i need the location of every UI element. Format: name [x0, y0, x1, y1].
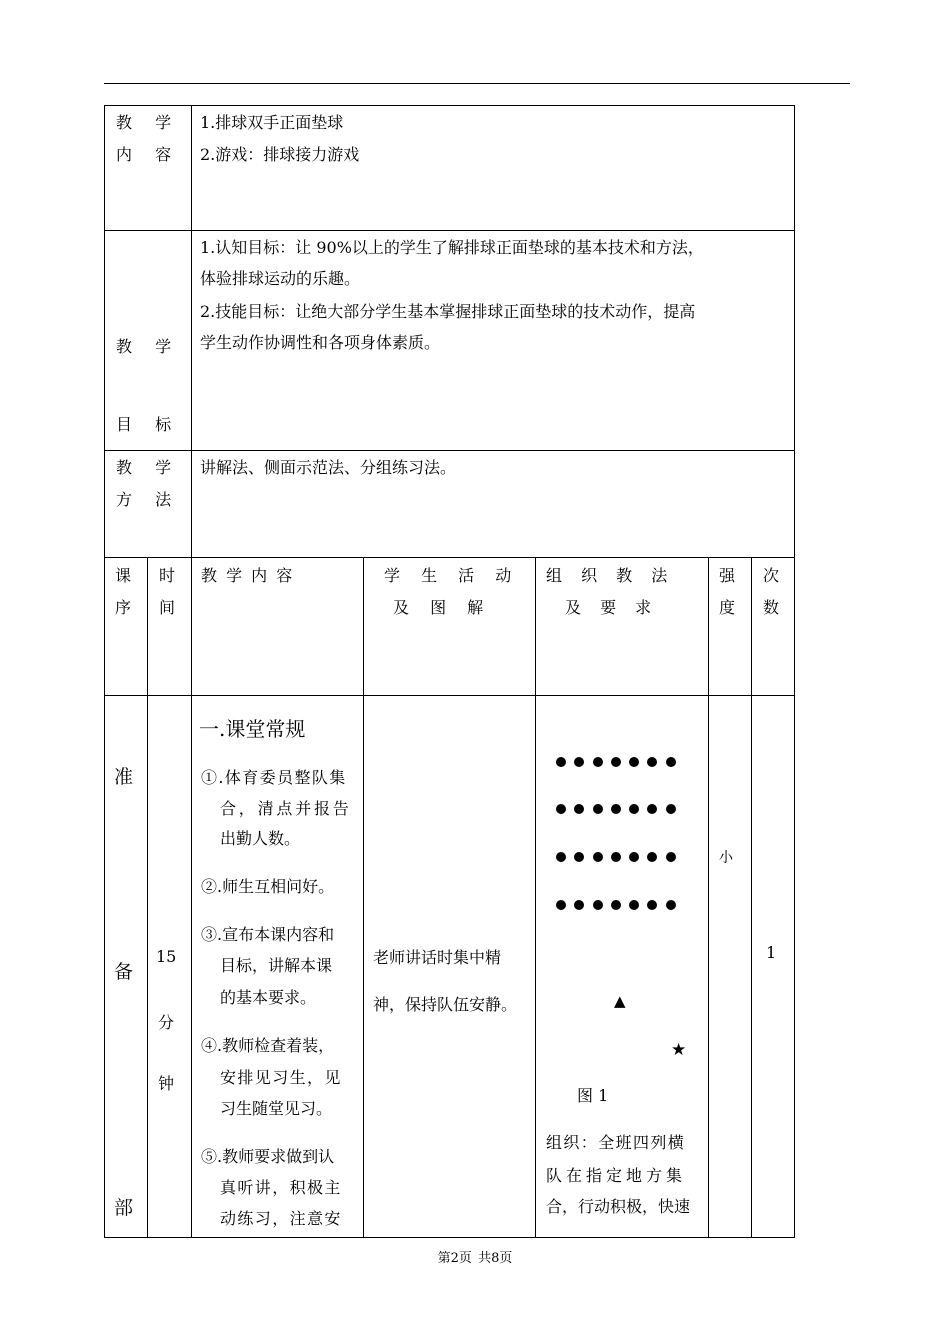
- student-dot: [574, 900, 584, 910]
- header-org-1: 组 织 教 法: [546, 566, 668, 585]
- prep-heading: 一.课堂常规: [199, 717, 306, 741]
- prep-item-4-line-2: 安排见习生，见: [220, 1068, 342, 1087]
- prep-count-cell: [751, 695, 795, 1238]
- formation-row: [556, 852, 676, 862]
- prep-part-char-2: 备: [114, 961, 134, 983]
- prep-item-1-line-1: ①.体育委员整队集: [201, 768, 347, 787]
- student-dot: [629, 757, 639, 767]
- prep-org-cell: [535, 695, 709, 1238]
- prep-time-2: 分: [158, 1013, 175, 1032]
- org-text-line-1: 组织：全班四列横: [546, 1133, 686, 1152]
- prep-part-char-1: 准: [114, 766, 134, 788]
- goals-line-2: 体验排球运动的乐趣。: [200, 269, 361, 288]
- student-dot: [611, 757, 621, 767]
- header-student-1: 学 生 活 动: [384, 566, 512, 585]
- student-dot: [574, 804, 584, 814]
- prep-item-3-line-3: 的基本要求。: [220, 988, 317, 1007]
- student-dot: [556, 900, 566, 910]
- student-dot: [574, 852, 584, 862]
- student-dot: [666, 804, 676, 814]
- header-content: 教 学 内 容: [201, 566, 293, 585]
- student-dot: [629, 900, 639, 910]
- header-student-2: 及 图 解: [393, 598, 484, 617]
- prep-item-1-line-3: 出勤人数。: [220, 829, 301, 848]
- student-dot: [666, 852, 676, 862]
- student-dot: [593, 900, 603, 910]
- student-dot: [647, 757, 657, 767]
- student-dot: [611, 852, 621, 862]
- student-dot: [629, 852, 639, 862]
- student-dot: [593, 804, 603, 814]
- count-value: 1: [766, 943, 777, 962]
- header-order-1: 课: [115, 566, 132, 585]
- star-icon: ★: [671, 1040, 687, 1060]
- header-rule: [104, 83, 850, 84]
- page-number: 第2页: [437, 1251, 472, 1266]
- org-text-line-3: 合，行动积极，快速: [546, 1197, 691, 1216]
- student-dot: [574, 757, 584, 767]
- prep-item-1-line-2: 合，清点并报告: [220, 799, 352, 818]
- header-order-2: 序: [115, 598, 132, 617]
- content-line-2: 2.游戏：排球接力游戏: [200, 145, 360, 164]
- student-dot: [647, 804, 657, 814]
- student-dot: [556, 757, 566, 767]
- student-dot: [647, 900, 657, 910]
- student-dot: [611, 804, 621, 814]
- org-text-line-2: 队在指定地方集: [546, 1166, 687, 1185]
- goals-line-3: 2.技能目标：让绝大部分学生基本掌握排球正面垫球的技术动作，提高: [200, 302, 696, 321]
- header-intensity-1: 强: [719, 566, 736, 585]
- prep-intensity-cell: [708, 695, 752, 1238]
- content-line-1: 1.排球双手正面垫球: [200, 113, 344, 132]
- formation-row: [556, 804, 676, 814]
- intensity-value: 小: [719, 850, 733, 866]
- methods-label-2: 方 法: [116, 490, 172, 509]
- header-count-2: 数: [763, 598, 780, 617]
- prep-item-4-line-3: 习生随堂见习。: [220, 1099, 333, 1118]
- formation-row: [556, 757, 676, 767]
- prep-part-char-3: 部: [114, 1197, 134, 1219]
- header-time-1: 时: [159, 566, 176, 585]
- prep-item-3-line-2: 目标，讲解本课: [220, 956, 333, 975]
- header-time-2: 间: [159, 598, 176, 617]
- teacher-triangle-icon: ▲: [614, 992, 626, 1010]
- goals-label-1: 教 学: [116, 337, 172, 356]
- prep-item-2-line-1: ②.师生互相问好。: [201, 877, 335, 896]
- goals-label-2: 目 标: [116, 415, 172, 434]
- methods-label-1: 教 学: [116, 458, 172, 477]
- prep-time-1: 15: [156, 947, 177, 966]
- header-org-2: 及 要 求: [565, 598, 652, 617]
- page-footer: [0, 1247, 950, 1266]
- goals-line-1: 1.认知目标：让 90%以上的学生了解排球正面垫球的基本技术和方法，: [200, 238, 704, 257]
- student-activity-line-2: 神，保持队伍安静。: [373, 995, 518, 1014]
- content-label-1: 教 学: [116, 113, 172, 132]
- student-dot: [666, 900, 676, 910]
- prep-item-4-line-1: ④.教师检查着装，: [201, 1036, 335, 1055]
- content-label-2: 内 容: [116, 145, 172, 164]
- student-dot: [556, 852, 566, 862]
- prep-item-3-line-1: ③.宣布本课内容和: [201, 925, 335, 944]
- prep-item-5-line-2: 真听讲，积极主: [220, 1178, 342, 1197]
- student-dot: [629, 804, 639, 814]
- goals-line-4: 学生动作协调性和各项身体素质。: [200, 333, 441, 352]
- prep-time-3: 钟: [158, 1074, 175, 1093]
- student-dot: [666, 757, 676, 767]
- page-total: 共8页: [478, 1251, 513, 1266]
- formation-row: [556, 900, 676, 910]
- methods-text: 讲解法、侧面示范法、分组练习法。: [200, 458, 457, 477]
- header-intensity-2: 度: [719, 598, 736, 617]
- header-count-1: 次: [763, 566, 780, 585]
- prep-item-5-line-1: ⑤.教师要求做到认: [201, 1147, 335, 1166]
- student-dot: [593, 852, 603, 862]
- student-activity-line-1: 老师讲话时集中精: [373, 948, 502, 967]
- figure-caption: 图 1: [577, 1086, 609, 1105]
- prep-item-5-line-3: 动练习，注意安: [220, 1209, 342, 1228]
- student-dot: [593, 757, 603, 767]
- student-dot: [611, 900, 621, 910]
- student-dot: [647, 852, 657, 862]
- student-dot: [556, 804, 566, 814]
